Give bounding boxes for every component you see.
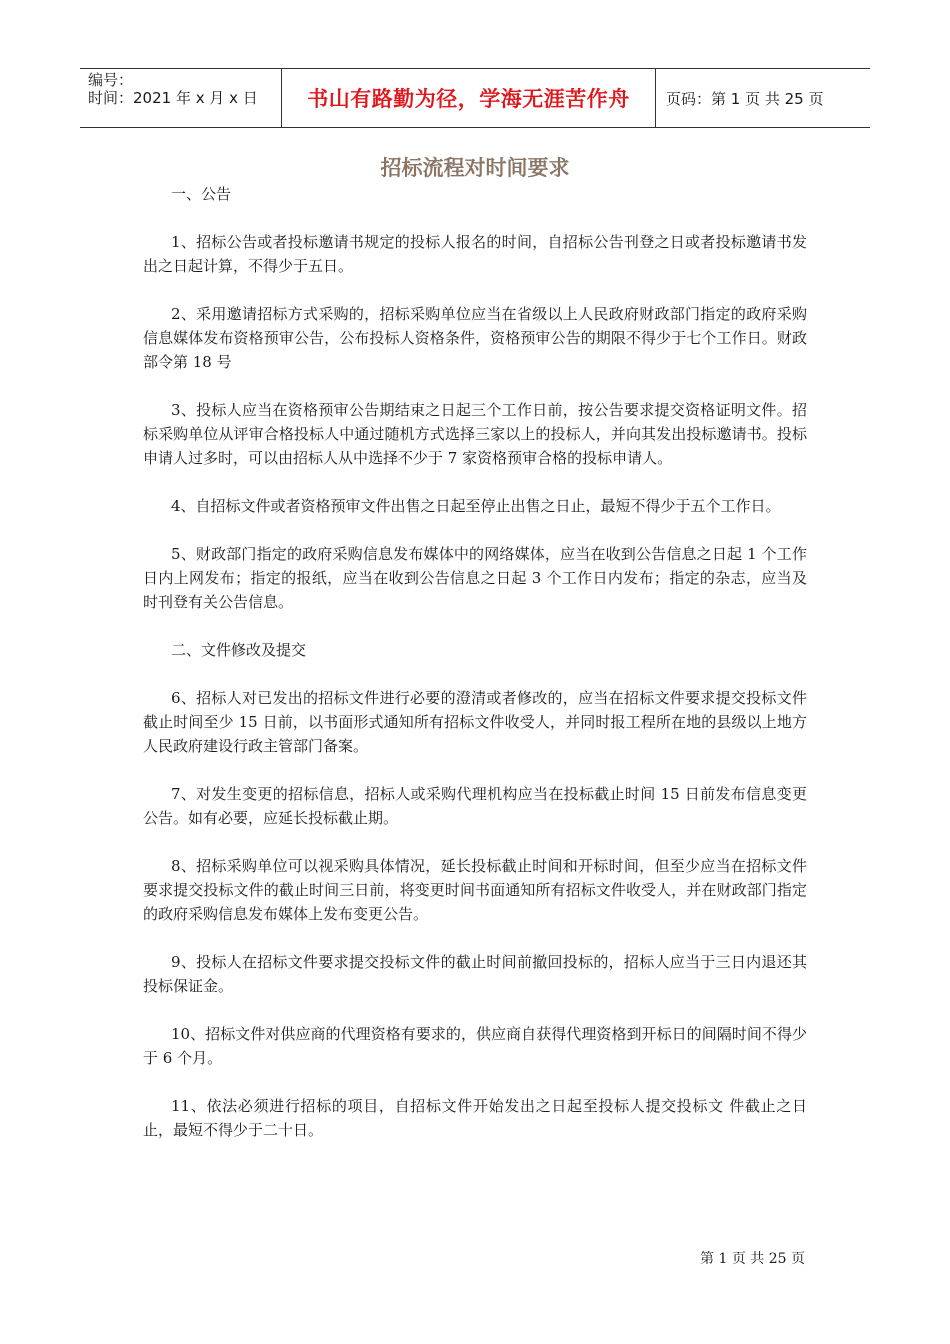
document-title: 招标流程对时间要求 — [380, 156, 570, 180]
header-meta — [80, 69, 282, 127]
page-header — [80, 68, 870, 128]
paragraph: 11、依法必须进行招标的项目，自招标文件开始发出之日起至投标人提交投标文 件截止之日止，最短不得少于二十日。 — [143, 1097, 807, 1139]
document-time-label: 时间：2021 年 x 月 x 日 — [88, 89, 258, 107]
header-page-info: 页码：第 1 页 共 25 页 — [666, 89, 824, 108]
page-footer: 第 1 页 共 25 页 — [700, 1251, 805, 1267]
paragraph: 8、招标采购单位可以视采购具体情况，延长投标截止时间和开标时间，但至少应当在招标文件要求提交投标文件的截止时间三日前，将变更时间书面通知所有招标文件收受人，并在财政部门指定的政府采购信息发布媒体上发布变更公告。 — [143, 857, 807, 923]
paragraph: 9、投标人在招标文件要求提交投标文件的截止时间前撤回投标的，招标人应当于三日内退还其投标保证金。 — [143, 953, 807, 995]
header-motto: 书山有路勤为径，学海无涯苦作舟 — [282, 69, 656, 127]
section-heading: 二、文件修改及提交 — [171, 641, 307, 659]
paragraph: 7、对发生变更的招标信息，招标人或采购代理机构应当在投标截止时间 15 日前发布信息变更公告。如有必要，应延长投标截止期。 — [143, 785, 807, 827]
paragraph: 6、招标人对已发出的招标文件进行必要的澄清或者修改的，应当在招标文件要求提交投标文件截止时间至少 15 日前，以书面形式通知所有招标文件收受人，并同时报工程所在地的县级以上地方人民政府建设行政主管部门备案。 — [143, 689, 807, 755]
section-heading: 一、公告 — [171, 185, 232, 203]
document-number-label: 编号： — [88, 71, 134, 89]
paragraph: 5、财政部门指定的政府采购信息发布媒体中的网络媒体，应当在收到公告信息之日起 1 个工作日内上网发布；指定的报纸，应当在收到公告信息之日起 3 个工作日内发布；指定的杂志，应当及时刊登有关公告信息。 — [143, 545, 807, 611]
paragraph: 1、招标公告或者投标邀请书规定的投标人报名的时间，自招标公告刊登之日或者投标邀请书发出之日起计算，不得少于五日。 — [143, 233, 807, 275]
paragraph: 4、自招标文件或者资格预审文件出售之日起至停止出售之日止，最短不得少于五个工作日。 — [171, 497, 781, 515]
paragraph: 2、采用邀请招标方式采购的，招标采购单位应当在省级以上人民政府财政部门指定的政府采购信息媒体发布资格预审公告，公布投标人资格条件，资格预审公告的期限不得少于七个工作日。财政部令第 18 号 — [143, 305, 807, 371]
paragraph: 10、招标文件对供应商的代理资格有要求的，供应商自获得代理资格到开标日的间隔时间不得少于 6 个月。 — [143, 1025, 807, 1067]
paragraph: 3、投标人应当在资格预审公告期结束之日起三个工作日前，按公告要求提交资格证明文件。招标采购单位从评审合格投标人中通过随机方式选择三家以上的投标人，并向其发出投标邀请书。投标申请人过多时，可以由招标人从中选择不少于 7 家资格预审合格的投标申请人。 — [143, 401, 807, 467]
document-body — [143, 182, 807, 1142]
